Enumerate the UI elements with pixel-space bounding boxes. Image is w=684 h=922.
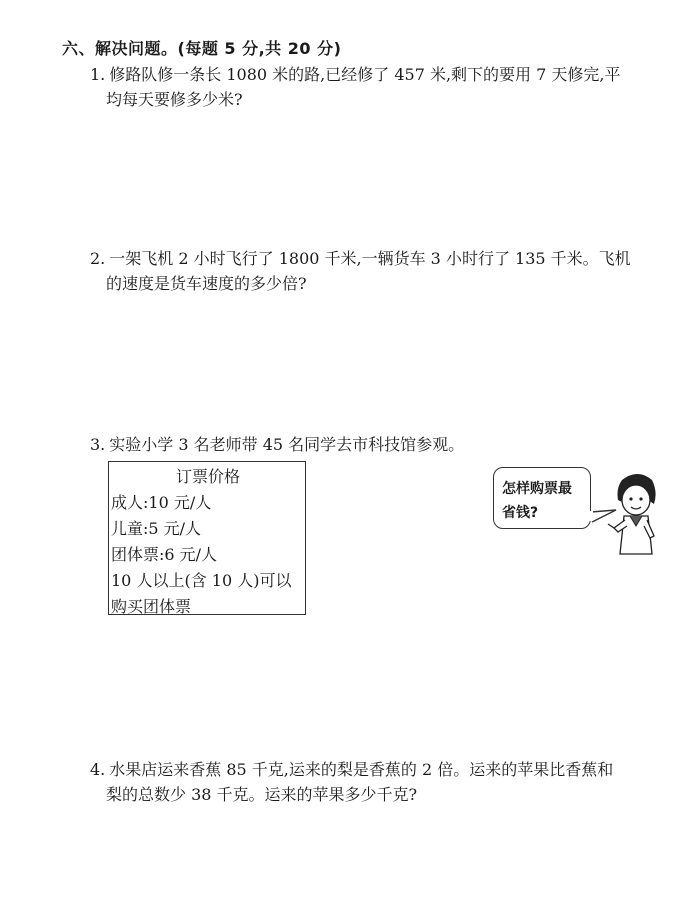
- question-text-continued: 的速度是货车速度的多少倍?: [106, 274, 307, 293]
- price-line-group-rule-cont: 购买团体票: [111, 597, 192, 616]
- question-number: 3.: [90, 435, 106, 454]
- question-number: 1.: [90, 65, 106, 84]
- ticket-price-heading: 订票价格: [175, 467, 240, 486]
- question-text: 水果店运来香蕉 85 千克,运来的梨是香蕉的 2 倍。运来的苹果比香蕉和: [109, 760, 614, 779]
- price-line-child: 儿童:5 元/人: [111, 519, 202, 538]
- girl-illustration: [578, 470, 658, 556]
- question-text: 实验小学 3 名老师带 45 名同学去市科技馆参观。: [109, 435, 465, 454]
- question-text: 修路队修一条长 1080 米的路,已经修了 457 米,剩下的要用 7 天修完,平: [109, 65, 621, 84]
- question-1: [90, 62, 675, 112]
- price-line-adult: 成人:10 元/人: [111, 493, 212, 512]
- question-2: [90, 246, 675, 296]
- section-title: 六、解决问题。(每题 5 分,共 20 分): [62, 39, 342, 58]
- question-text: 一架飞机 2 小时飞行了 1800 千米,一辆货车 3 小时行了 135 千米。飞机: [109, 249, 631, 268]
- question-text-continued: 梨的总数少 38 千克。运来的苹果多少千克?: [106, 785, 418, 804]
- price-line-group: 团体票:6 元/人: [111, 545, 218, 564]
- question-number: 4.: [90, 760, 106, 779]
- question-text-continued: 均每天要修多少米?: [106, 90, 243, 109]
- ticket-price-box: [108, 461, 306, 615]
- speech-bubble-line-2: 省钱?: [502, 505, 539, 521]
- speech-bubble-line-1: 怎样购票最: [502, 481, 572, 497]
- price-line-group-rule: 10 人以上(含 10 人)可以: [111, 571, 292, 590]
- question-number: 2.: [90, 249, 106, 268]
- question-4: [90, 757, 675, 807]
- question-3: [90, 432, 675, 457]
- speech-bubble: [493, 467, 591, 529]
